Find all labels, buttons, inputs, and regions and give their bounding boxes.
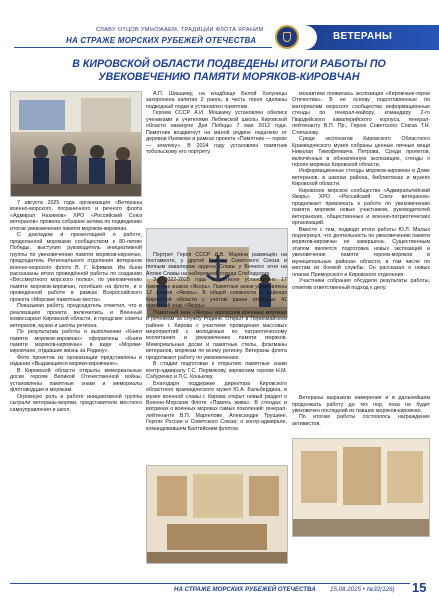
footer-issue-date: 15.08.2025 • №32(126) [330, 586, 395, 593]
paragraph: Информационные стенды моряков-кировчан в Доме ветеранов, в школах района, библиотеках и музеях Кировской области. [292, 168, 430, 188]
section-label: ВЕТЕРАНЫ [333, 31, 393, 42]
paragraph: монавтики появилась экспозиция «Кировчане-герои Отечества». В ее основу подготовленные по материалам морского сообщества информационные стенды по генерал-майору, командиру 2-го Гвардейского кавалерийского корпуса, генерал-лейтенанту В.П. Пр., Герою Советского Союза Т.Н. Степанову. [292, 91, 430, 136]
anchor-shield-icon [283, 32, 291, 42]
paragraph: В стадии подготовки к открытию памятные знаки контр-адмиралу Г.С. Пермякову, кировским героям Н.М. Сабуренко и Л.С. Конькову. [146, 361, 287, 381]
paragraph: По результатам работы о выполнении «Книги памяти моряков-кировчан» оформлены «Книги памяти моряков-кировчан» в виде «Моряки-кировчане, отдавшие жизнь за Родину». [10, 329, 142, 355]
paragraph: Кировское морское сообщество «Адмиральтейский Якорь» ХРО «Российский Союз ветеранов» продолжает привлекать к работе по увековечению памяти моряков новых участников, руководителей ветеранских, общественных и военно-патриотических организаций. [292, 187, 430, 227]
page-header [0, 0, 439, 52]
photo-exhibition-stands [292, 438, 430, 537]
paragraph: В Кировской области открыты мемориальные доски героям Великой Отечественной войны, установлены памятные знаки и мемориалы флотоводцам и морякам. [10, 367, 142, 394]
footer-divider [10, 583, 410, 584]
article-headline: В КИРОВСКОЙ ОБЛАСТИ ПОДВЕДЕНЫ ИТОГИ РАБОТЫ ПО УВЕКОВЕЧЕНИЮ ПАМЯТИ МОРЯКОВ-КИРОВЧАН [72, 58, 386, 83]
photo-meeting-hall [10, 91, 142, 197]
article-column-1 [10, 200, 142, 413]
page-number: 15 [412, 580, 427, 595]
exhibition-stands-illustration [293, 439, 430, 537]
paragraph: Портрет Героя СССР И.В. Марина размещён на постаменте, у другой Героям Советского Союза и полным кавалерам ордена Славы у Вечного огня на Аллее Славы на набережной города Слободского. [146, 251, 287, 277]
section-banner [303, 25, 439, 50]
header-tagline: СЛАВУ ОТЦОВ УМНОЖАЕМ, ТРАДИЦИИ ФЛОТА ХРАНИМ [96, 27, 264, 33]
paragraph: Благодаря поддержке директора Кировского областного краеведческого музея Ю.А. Бальбердина, в музее военной славы г. Кирова открыт новый раздел о Военно-Морском Флоте «Память жива». В стендах и витринах о военных моряках самых поколений: генерал-лейтенанте В.П. Маргелове, Александре Трушине, Героях России и Советского Союза; о контр-адмирале, командовавшем Балтийским флотом. [146, 380, 287, 432]
header-divider [14, 47, 272, 48]
paragraph: Вместе с тем, подводя итоги работы Ю.Л. Малых подчеркнул, что деятельность по увековечению памяти моряков-кировчан не завершена. Существенным этапом является подготовка новых экспозиций и увековечение памяти героев-моряков в муниципальных районах области, в том числе по местам их боевой службы. Он рассказал о новых планах Приморского и Кировского отделения. [292, 226, 430, 278]
article-column-2 [146, 91, 287, 432]
paragraph: Показывая работу, председатель отметил, что в реализацию проекта включились и Военный комиссариат Кировской области, и городские советы ветеранов, музеи и школы региона. [10, 303, 142, 329]
page-footer [0, 578, 439, 600]
museum-exhibit-illustration [147, 466, 288, 564]
paragraph: Огромную роль в работе инициативной группы сыграли ветераны-моряки, представители местного самоуправления и школ. [10, 393, 142, 413]
paragraph: С докладом и презентацией о работе, проделанной моряками сообществом к 80-летию Победы, выступил руководитель инициативной группы по увековечению памяти моряков-кировчан, председатель Регионального отделения ветеранов военно-морского флота В. Г. Ефимов. Им были рассказаны итоги проведённой работы по созданию «Бессмертного морского полка», по увековечению памяти моряков-кировчан, погибших на флоте, и о проведённой работе в рамках Всероссийского проекта «Морские памятные места». [10, 232, 142, 303]
paragraph: Среди экспонатов Кировского Областного Краеведческого музея собраны ценные личные вещи Николая Тимофеевича Петрова, Среди проектов, включённых в обновлённую экспозицию, стенды о героях-моряках Кировской области. [292, 136, 430, 168]
paragraph: По итогам работы состоялось награждение активистов. [292, 414, 430, 427]
paragraph: За 2022-2025 годы в регионе установлено 17 памятных знаков «Якорь». Памятные знаки установлены 12 знаков «Якорь». В общей сложности в районах Кировской области с учётом ранее открытых 41 памятный знак «Якорь». [146, 277, 287, 310]
article-column-3 [292, 91, 430, 427]
paragraph: 7 августа 2025 года организация «Ветераны военно-морского, пограничного и речного флота «Адмирал Нахимов» ХРО «Российский Союз ветеранов» провела собрание актива по подведению итогов увековечения памяти моряков-кировчан. [10, 200, 142, 232]
paragraph: Ветераны выразили намерение и в дальнейшем продолжать работу до тех пор, пока не будет увековечен последний из павших моряков-кировчан. [292, 395, 430, 414]
paragraph: А.П. Шишаеву, на кладбище Белой Холуницы захоронена капитан 2 ранга, в честь героя сделаны подводный лодки и установлен памятник. [146, 91, 287, 110]
meeting-hall-illustration [11, 92, 142, 197]
navy-emblem-icon [275, 25, 299, 49]
footer-title: НА СТРАЖЕ МОРСКИХ РУБЕЖЕЙ ОТЕЧЕСТВА [174, 586, 316, 593]
paragraph: Героем СССР А.И. Мошкину установлен обелиск учениками и учителями Лебяжской школы Кировской области накануне Дня Победы 7 мая 2012 года. Памятник воздвигнут на малой родине недалеко от деревни Изюмово в рамках проекта «Памятник — герою — землеку». В 2014 году установлен памятник тобольскому его портрету. [146, 110, 287, 156]
paragraph: Участники собрания обсудили результаты работы, отметив ответственный подход к делу. [292, 278, 430, 291]
header-title: НА СТРАЖЕ МОРСКИХ РУБЕЖЕЙ ОТЕЧЕСТВА [66, 36, 257, 45]
photo-museum-exhibit [146, 465, 288, 564]
paragraph: Фото проектов из организации представлены в издании «Выдающиеся моряки-кировчане». [10, 354, 142, 368]
paragraph: Памятный знак «Якорь» кировским военным морякам и речникам за службу Родине. Открыт в Первомайском районе г. Кирова с участием проведения массовых мероприятий с молодёжью по патриотическому воспитанию и увековечению памяти моряков. Мемориальные доски и памятные стелы, флагманы ветеранов, морякам по всему региону. Ветераны флота продолжают работу по увековечению. [146, 309, 287, 361]
